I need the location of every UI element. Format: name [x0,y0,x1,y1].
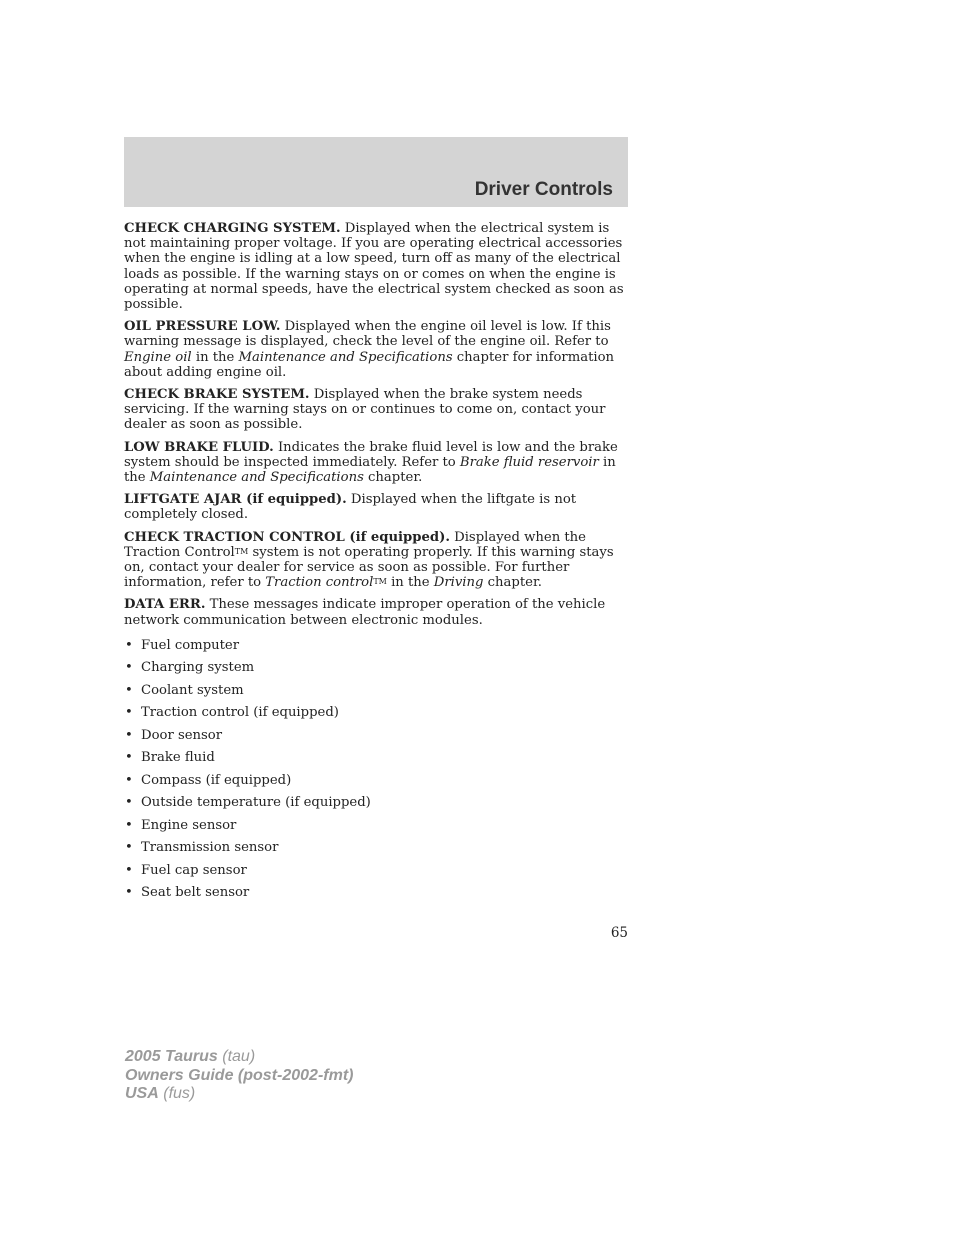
cross-reference: Engine oil [124,349,192,365]
footer-line-model [125,1048,353,1067]
document-footer [125,1048,353,1104]
paragraph-text: Indicates the brake fluid level is low and the brake system should be inspected immediately. Refer to [124,439,618,470]
warning-paragraph [124,319,630,380]
warning-paragraph [124,387,630,433]
bullet-icon: • [125,750,133,766]
page-content [124,221,630,905]
list-item [124,635,630,658]
paragraph-text: Displayed when the Traction Control [124,529,586,560]
bullet-icon: • [125,885,133,901]
paragraph-text: Displayed when the liftgate is not completely closed. [124,492,577,523]
list-item-label: Charging system [141,660,255,676]
bullet-icon: • [125,660,133,676]
list-item [124,882,630,905]
list-item [124,792,630,815]
list-item [124,815,630,838]
bullet-icon: • [125,637,133,653]
footer-model: 2005 Taurus [125,1048,218,1065]
paragraph-text: in the [191,349,239,365]
list-item-label: Fuel cap sensor [141,862,247,878]
bullet-icon: • [125,682,133,698]
warning-paragraph [124,492,630,522]
paragraph-text: system is not operating properly. If this warning stays on, contact your dealer for service as soon as possible. For further information, refer to [124,544,614,591]
footer-model-code: (tau) [222,1048,256,1065]
warning-heading: CHECK CHARGING SYSTEM. [124,221,341,236]
section-title: Driver Controls [474,179,613,200]
section-header-band [124,137,628,207]
warning-heading: CHECK TRACTION CONTROL (if equipped). [124,529,450,545]
list-item-label: Compass (if equipped) [141,772,292,788]
warning-paragraph [124,221,630,312]
warning-heading: DATA ERR. [124,597,206,613]
list-item [124,702,630,725]
paragraph-text: Displayed when the electrical system is not maintaining proper voltage. If you are operating electrical accessories when the engine is idling at a low speed, turn off as many of the electrical loads as possible. If the warning stays on or comes on when the engine is operating at normal speeds, have the electrical system checked as soon as possible. [124,221,624,313]
list-item [124,747,630,770]
paragraph-text: Displayed when the brake system needs servicing. If the warning stays on or continues to come on, contact your dealer as soon as possible. [124,387,606,433]
warning-paragraph [124,440,630,486]
paragraph-text: chapter. [363,470,423,486]
page-number: 65 [610,925,628,941]
paragraph-text: in the [386,575,434,591]
paragraph-text: chapter for information about adding engine oil. [124,349,615,380]
bullet-icon: • [125,840,133,856]
bullet-icon: • [125,705,133,721]
warning-heading: LIFTGATE AJAR (if equipped). [124,492,347,508]
bullet-icon: • [125,727,133,743]
list-item-label: Outside temperature (if equipped) [141,795,371,811]
list-item-label: Brake fluid [141,750,215,766]
bullet-icon: • [125,862,133,878]
list-item-label: Fuel computer [141,637,240,653]
paragraph-text: These messages indicate improper operation of the vehicle network communication between electronic modules. [124,597,606,628]
footer-line-guide [125,1067,353,1086]
list-item [124,657,630,680]
list-item [124,860,630,883]
list-item [124,680,630,703]
list-item-label: Transmission sensor [141,840,279,856]
data-err-module-list [124,635,630,905]
warning-heading: CHECK BRAKE SYSTEM. [124,387,310,403]
paragraph-text: Displayed when the engine oil level is low. If this warning message is displayed, check the level of the engine oil. Refer to [124,319,611,350]
footer-market-code: (fus) [163,1085,196,1102]
footer-line-market [125,1085,353,1104]
cross-reference: Maintenance and Specifications [238,349,453,365]
list-item-label: Traction control (if equipped) [141,705,339,721]
paragraph-text: chapter. [483,575,542,591]
warning-paragraph [124,597,630,627]
cross-reference: Brake fluid reservoir [459,454,599,470]
footer-market: USA [125,1085,159,1102]
warning-paragraph [124,530,630,591]
list-item-label: Coolant system [141,682,244,698]
warning-heading: OIL PRESSURE LOW. [124,319,281,335]
list-item-label: Seat belt sensor [141,885,250,901]
list-item [124,770,630,793]
paragraph-text: in the [124,454,616,486]
trademark-mark: TM [373,577,387,587]
paragraph-list [124,221,630,628]
list-item [124,837,630,860]
list-item-label: Engine sensor [141,817,237,833]
bullet-icon: • [125,795,133,811]
list-item-label: Door sensor [141,727,223,743]
cross-reference: Maintenance and Specifications [149,470,364,486]
trademark-mark: TM [234,546,249,556]
cross-reference: Driving [433,575,484,591]
list-item [124,725,630,748]
warning-heading: LOW BRAKE FLUID. [124,439,274,455]
cross-reference: Traction control [265,575,374,591]
bullet-icon: • [125,817,133,833]
footer-guide-name: Owners Guide (post-2002-fmt) [125,1066,354,1084]
bullet-icon: • [125,772,133,788]
